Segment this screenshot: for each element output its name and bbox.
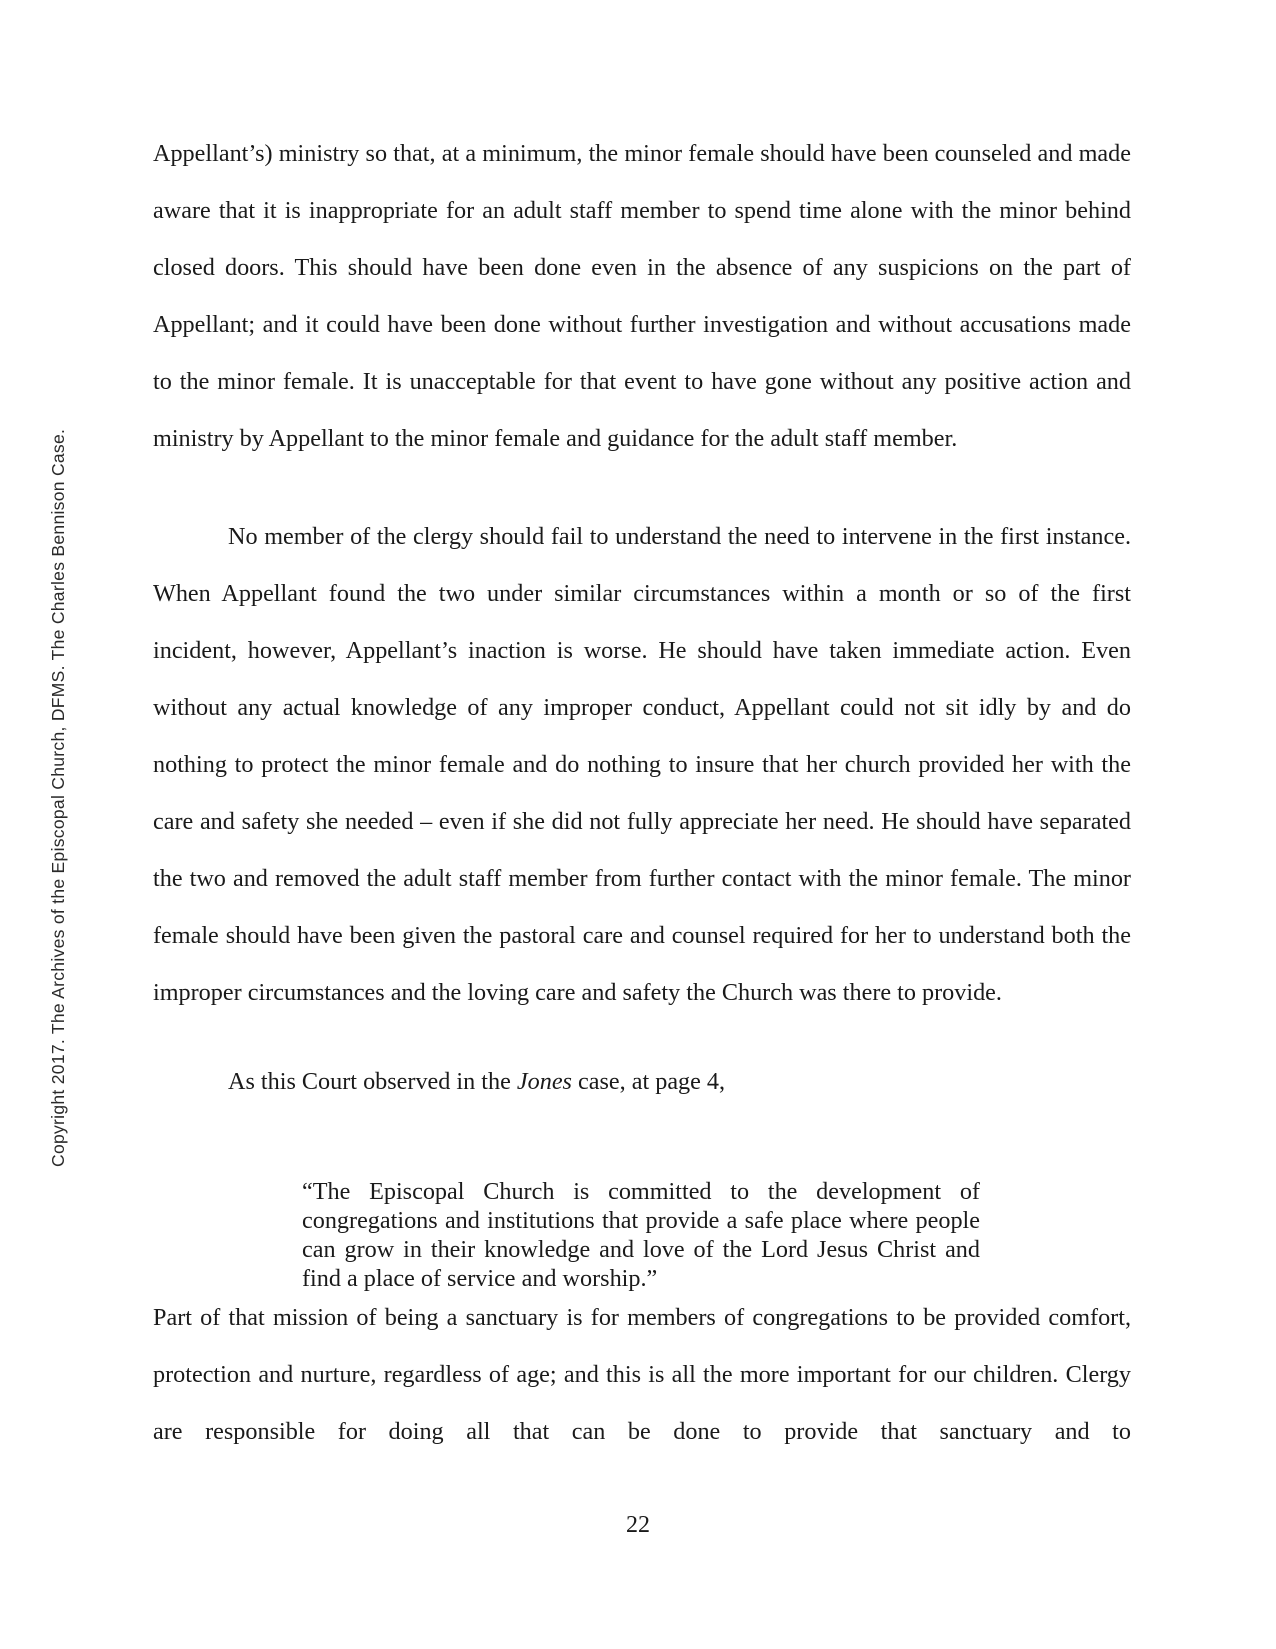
- case-name-jones: Jones: [516, 1068, 572, 1095]
- block-quote: “The Episcopal Church is committed to the development of congregations and institutions that provide a safe place where people can grow in their knowledge and love of the Lord Jesus Christ and find a place of service and worship.”: [302, 1178, 980, 1292]
- page-number: 22: [626, 1512, 650, 1538]
- paragraph-1-container: [153, 125, 1131, 467]
- paragraph-3-container: [153, 1053, 1131, 1110]
- paragraph-3: [153, 1053, 1131, 1110]
- paragraph-2-container: [153, 508, 1131, 1021]
- paragraph-1: Appellant’s) ministry so that, at a minimum, the minor female should have been counseled and made aware that it is inappropriate for an adult staff member to spend time alone with the minor behind closed doors. This should have been done even in the absence of any suspicions on the part of Appellant; and it could have been done without further investigation and without accusations made to the minor female. It is unacceptable for that event to have gone without any positive action and ministry by Appellant to the minor female and guidance for the adult staff member.: [153, 140, 1131, 452]
- paragraph-4-container: [153, 1289, 1131, 1460]
- copyright-side-note: Copyright 2017. The Archives of the Episcopal Church, DFMS. The Charles Bennison Case.: [48, 428, 68, 1167]
- paragraph-3-lead: As this Court observed in the: [228, 1068, 517, 1095]
- paragraph-4: Part of that mission of being a sanctuary is for members of congregations to be provided comfort, protection and nurture, regardless of age; and this is all the more important for our children. Clergy are responsible for doing all that can be done to provide that sanctuary and to: [153, 1304, 1131, 1445]
- paragraph-3-tail: case, at page 4,: [571, 1068, 726, 1095]
- paragraph-2: No member of the clergy should fail to understand the need to intervene in the first instance. When Appellant found the two under similar circumstances within a month or so of the first incident, however, Appellant’s inaction is worse. He should have taken immediate action. Even without any actual knowledge of any improper conduct, Appellant could not sit idly by and do nothing to protect the minor female and do nothing to insure that her church provided her with the care and safety she needed – even if she did not fully appreciate her need. He should have separated the two and removed the adult staff member from further contact with the minor female. The minor female should have been given the pastoral care and counsel required for her to understand both the improper circumstances and the loving care and safety the Church was there to provide.: [153, 523, 1131, 1006]
